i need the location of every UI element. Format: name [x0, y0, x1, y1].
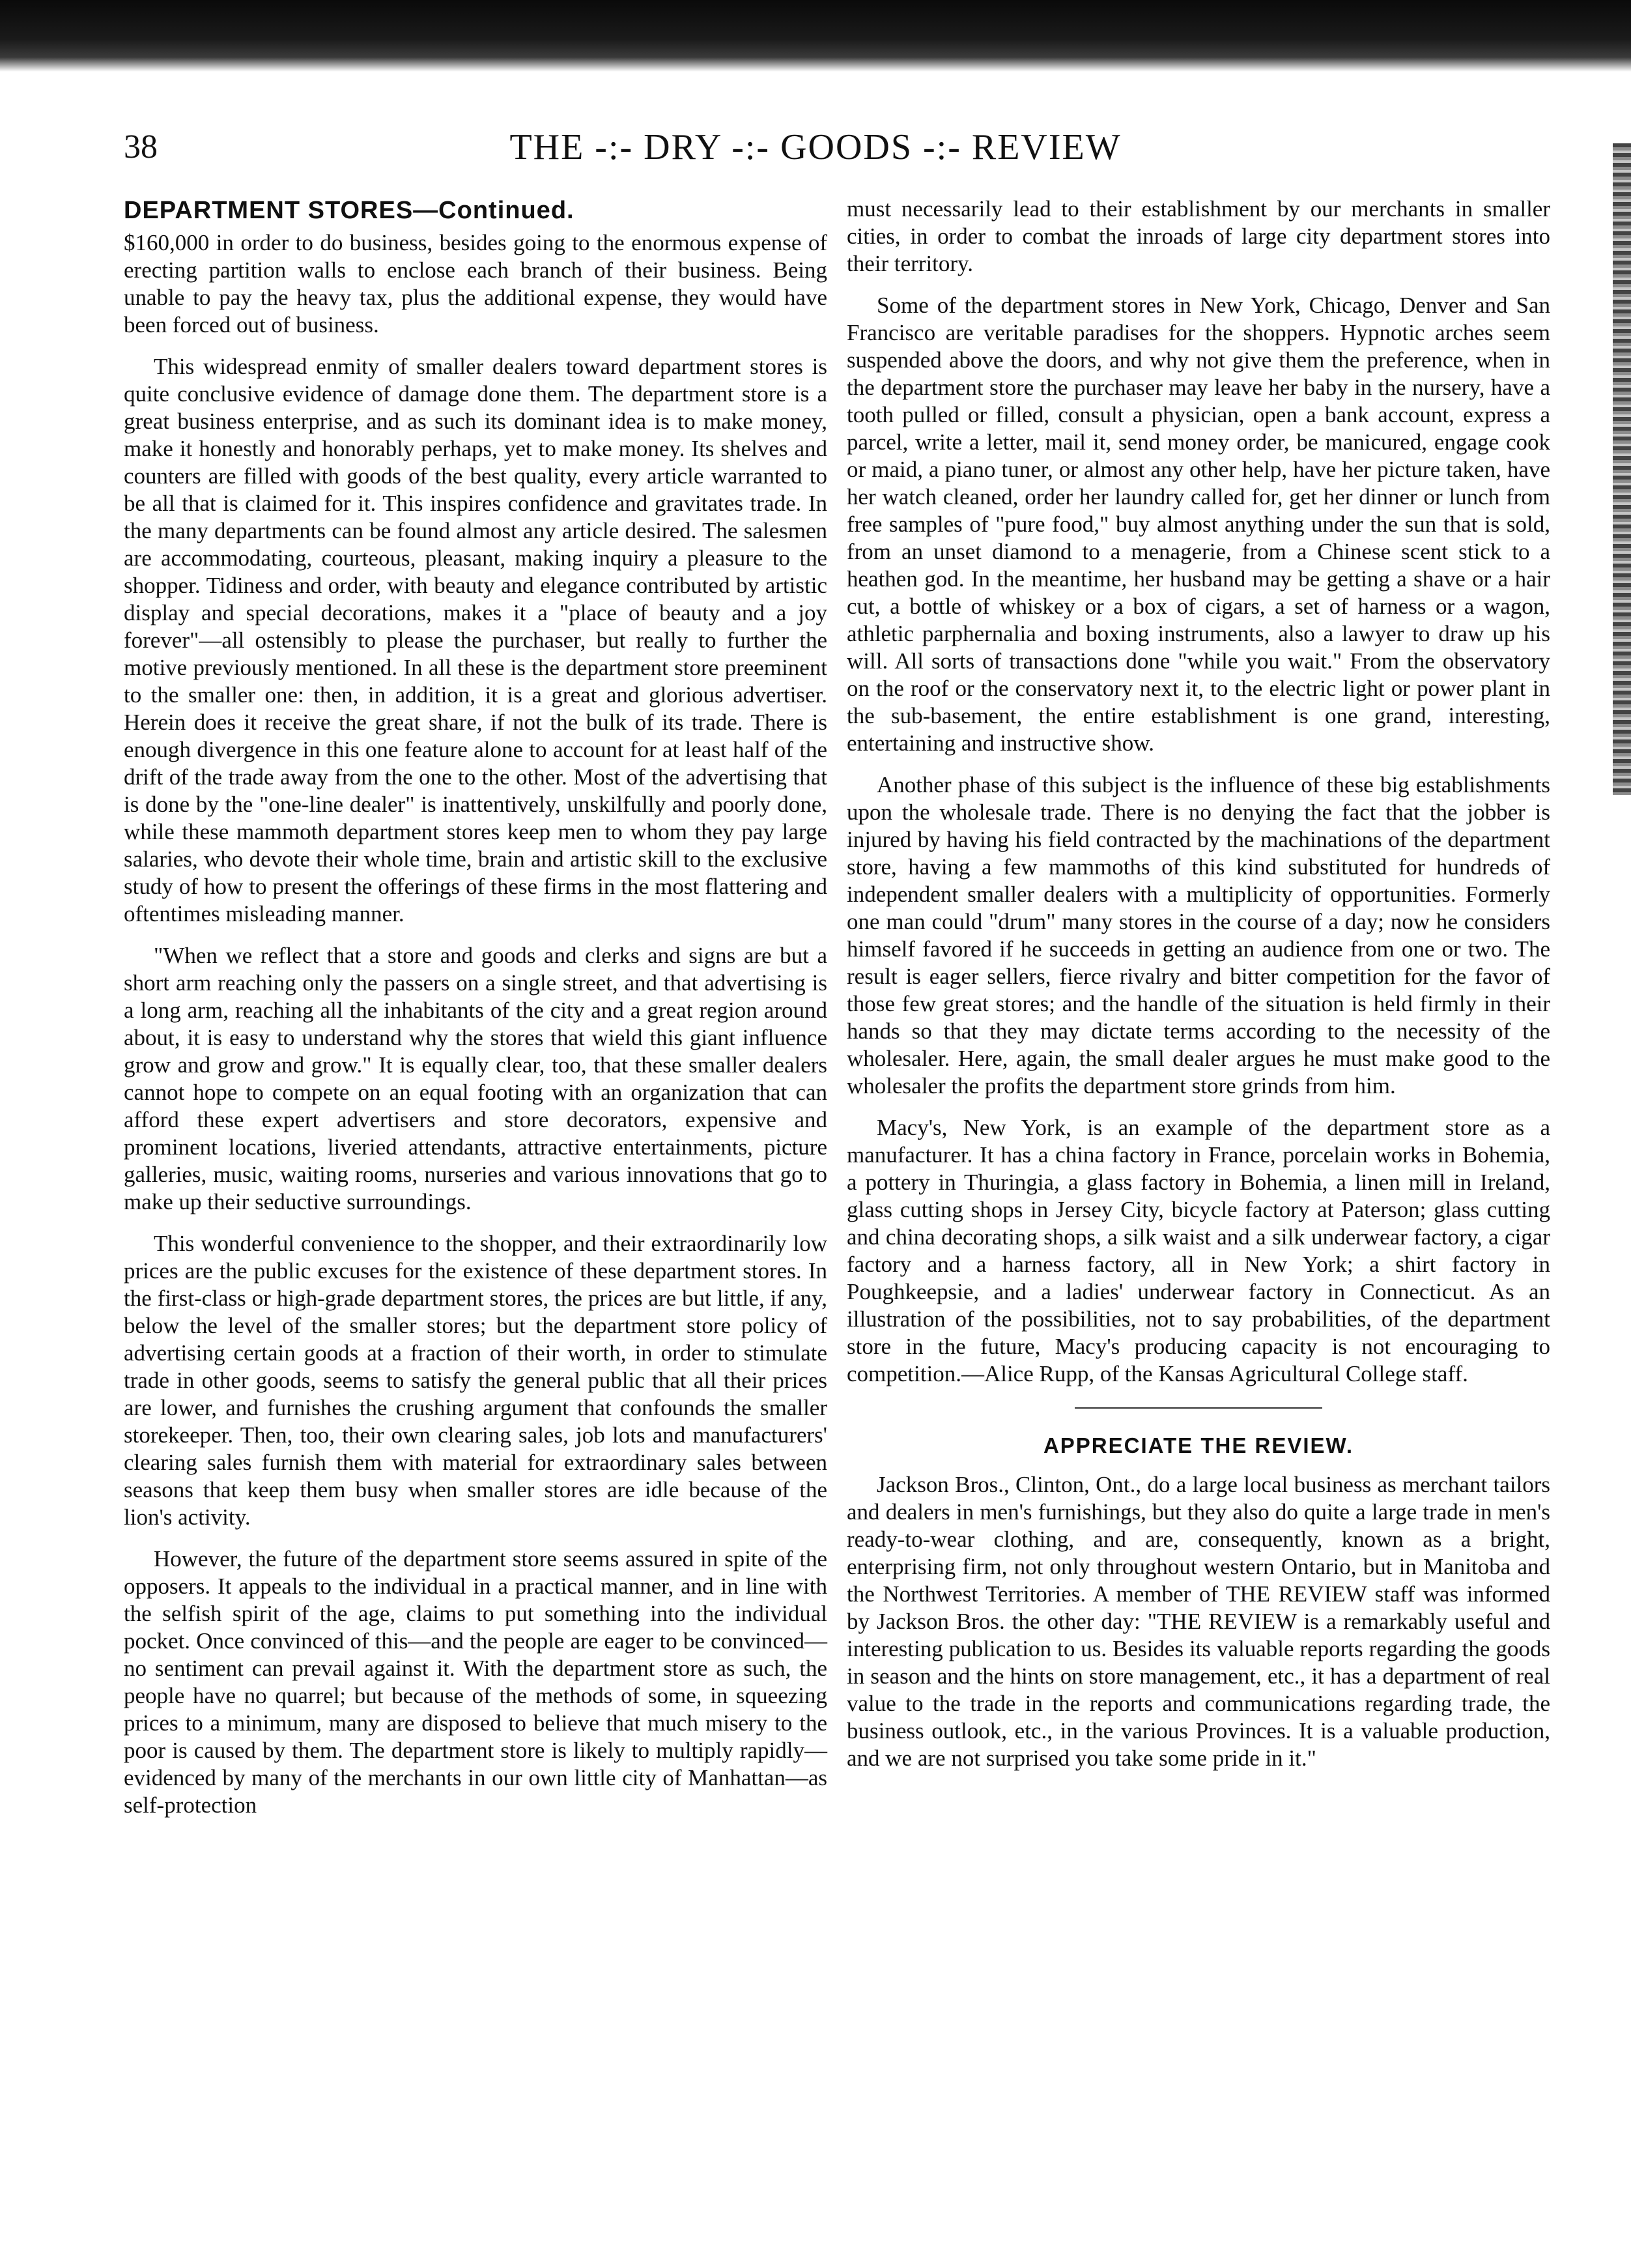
section-divider [1075, 1407, 1322, 1409]
scan-edge-top [0, 0, 1631, 72]
paragraph: This widespread enmity of smaller dealers toward department stores is quite conclusive evidence of damage done them. The department store is a great business enterprise, and as such its dominant idea is to make money, make it honestly and honorably perhaps, yet to make money. Its shelves and counters are filled with goods of the best quality, every article warranted to be all that is claimed for it. This inspires confidence and gravitates trade. In the many departments can be found almost any article desired. The salesmen are accommodating, courteous, pleasant, making inquiry a pleasure to the shopper. Tidiness and order, with beauty and elegance contributed by artistic display and special decorations, makes it a "place of beauty and a joy forever"—all ostensibly to please the purchaser, but really to further the motive previously mentioned. In all these is the department store preeminent to the smaller one: then, in addition, it is a great and glorious advertiser. Herein does it receive the great share, if not the bulk of its trade. There is enough divergence in this one feature alone to account for at least half of the drift of the trade away from the one to the other. Most of the advertising that is done by the "one-line dealer" is inattentively, unskilfully and poorly done, while these mammoth department stores keep men to whom they pay large salaries, who devote their whole time, brain and artistic skill to the exclusive study of how to present the offerings of these firms in the most flattering and oftentimes misleading manner. [124, 354, 827, 926]
paragraph: must necessarily lead to their establishment by our merchants in smaller cities, in order to combat the inroads of large city department stores into their territory. [847, 196, 1550, 276]
paragraph: $160,000 in order to do business, besides going to the enormous expense of erecting partition walls to enclose each branch of their business. Being unable to pay the heavy tax, plus the additional expense, they would have been forced out of business. [124, 230, 827, 337]
appreciate-heading: APPRECIATE THE REVIEW. [1043, 1433, 1354, 1457]
paragraph: Macy's, New York, is an example of the department store as a manufacturer. It has a china factory in France, porcelain works in Bohemia, a pottery in Thuringia, a glass factory in Bohemia, a linen mill in Ireland, glass cutting shops in Jersey City, bicycle factory at Paterson; glass cutting and china decorating shops, a silk waist and a silk underwear factory, a cigar factory and a harness factory, all in New York; a shirt factory in Poughkeepsie, and a ladies' underwear factory in Connecticut. As an illustration of the possibilities, not to say probabilities, of the department store in the future, Macy's producing capacity is not encouraging to competition.—Alice Rupp, of the Kansas Agricultural College staff. [847, 1115, 1550, 1386]
paragraph: Some of the department stores in New York, Chicago, Denver and San Francisco are veritable paradises for the shoppers. Hypnotic arches seem suspended above the doors, and why not give them the preference, when in the department store the purchaser may leave her baby in the nursery, have a tooth pulled or filled, consult a physician, open a bank account, express a parcel, write a letter, mail it, send money order, be manicured, engage cook or maid, a piano tuner, or almost any other help, have her picture taken, have her watch cleaned, order her laundry called for, get her dinner or lunch from free samples of "pure food," buy almost anything under the sun that is sold, from an unset diamond to a menagerie, from a Chinese scent stick to a heathen god. In the meantime, her husband may be getting a shave or a hair cut, a bottle of whiskey or a box of cigars, a set of harness or a wagon, athletic parphernalia and boxing instruments, also a lawyer to draw up his will. All sorts of transactions done "while you wait." From the observatory on the roof or the conservatory next it, to the electric light or power plant in the sub-basement, the entire establishment is one grand, interesting, entertaining and instructive show. [847, 293, 1550, 756]
paragraph: Another phase of this subject is the influence of these big establishments upon the wholesale trade. There is no denying the fact that the jobber is injured by having his field contracted by the machinations of the department store, having a few mammoths of this kind substituted for hundreds of independent smaller dealers with a multiplicity of opportunities. Formerly one man could "drum" many stores in the course of a day; now he considers himself favored if he succeeds in getting an audience from one or two. The result is eager sellers, fierce rivalry and bitter competition for the favor of those few great stores; and the handle of the situation is held firmly in their hands so that they may dictate terms according to the necessity of the wholesaler. Here, again, the small dealer argues he must make good to the wholesaler the profits the department store grinds from him. [847, 772, 1550, 1098]
left-column [124, 195, 827, 1833]
scan-edge-right [1613, 143, 1631, 795]
paragraph: Jackson Bros., Clinton, Ont., do a large local business as merchant tailors and dealers in men's furnishings, but they also do quite a large trade in men's ready-to-wear clothing, and are, consequently, known as a bright, enterprising firm, not only throughout western Ontario, but in Manitoba and the Northwest Territories. A member of THE REVIEW staff was informed by Jackson Bros. the other day: "THE REVIEW is a remarkably useful and interesting publication to us. Besides its valuable reports regarding the goods in season and the hints on store management, etc., it has a department of real value to the trade in the reports and communications regarding trade, the business outlook, etc., in the various Provinces. It is a valuable production, and we are not surprised you take some pride in it." [847, 1472, 1550, 1771]
paragraph: However, the future of the department store seems assured in spite of the opposers. It appeals to the individual in a practical manner, and in line with the selfish spirit of the age, claims to put something into the individual pocket. Once convinced of this—and the people are eager to be convinced—no sentiment can prevail against it. With the department store as such, the people have no quarrel; but because of the methods of some, in squeezing prices to a minimum, many are disposed to believe that much misery to the poor is caused by them. The department store is likely to multiply rapidly—evidenced by many of the merchants in our own little city of Manhattan—as self-protection [124, 1546, 827, 1818]
section-heading: DEPARTMENT STORES—Continued. [124, 197, 574, 224]
running-head: THE -:- DRY -:- GOODS -:- REVIEW [509, 127, 1122, 167]
paragraph: This wonderful convenience to the shopper, and their extraordinarily low prices are the public excuses for the existence of these department stores. In the first-class or high-grade department stores, the prices are but little, if any, below the level of the smaller stores; but the department store policy of advertising certain goods at a fraction of their worth, in order to stimulate trade in other goods, seems to satisfy the general public that all their prices are lower, and furnishes the crushing argument that confounds the smaller storekeeper. Then, too, their own clearing sales, job lots and manufacturers' clearing sales furnish them with material for extraordinary sales between seasons that keep them busy when smaller stores are idle because of the lion's activity. [124, 1231, 827, 1530]
paragraph: "When we reflect that a store and goods and clerks and signs are but a short arm reaching only the passers on a single street, and that advertising is a long arm, reaching all the inhabitants of the city and a great region around about, it is easy to understand why the stores that wield this giant influence grow and grow and grow." It is equally clear, too, that these smaller dealers cannot hope to compete on an equal footing with an organization that can afford these expert advertisers and store decorators, expensive and prominent locations, liveried attendants, attractive entertainments, picture galleries, music, waiting rooms, nurseries and various innovations that go to make up their seductive surroundings. [124, 943, 827, 1214]
page-number: 38 [124, 128, 158, 165]
right-column [847, 195, 1550, 1787]
